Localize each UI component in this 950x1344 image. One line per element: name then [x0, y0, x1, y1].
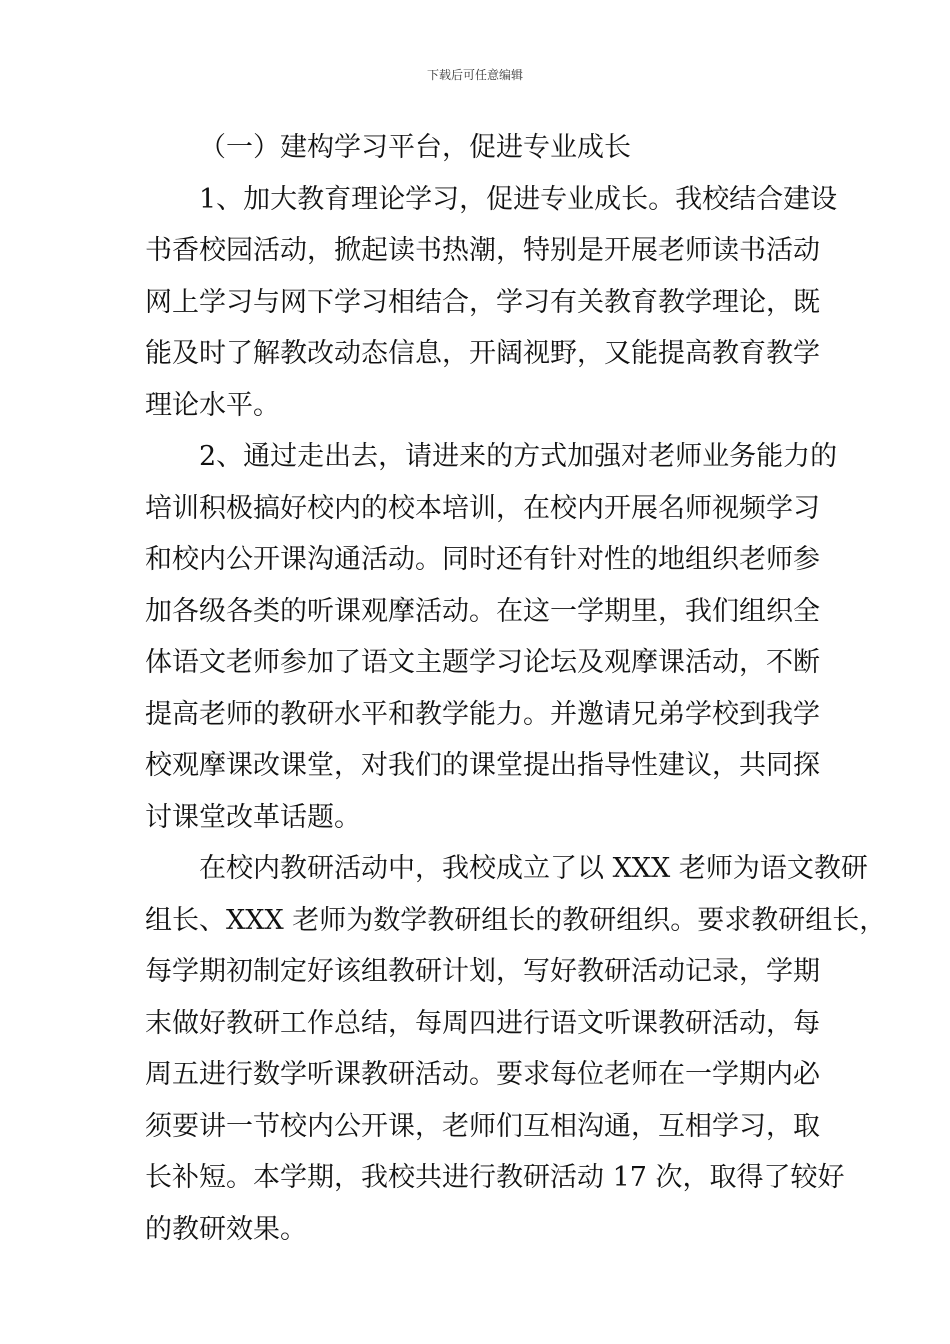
paragraph-line: 加各级各类的听课观摩活动。在这一学期里，我们组织全 [145, 595, 820, 627]
paragraph-line: 讨课堂改革话题。 [145, 801, 361, 833]
header-note: 下载后可任意编辑 [426, 68, 523, 82]
paragraph-line: 组长、XXX 老师为数学教研组长的教研组织。要求教研组长， [145, 904, 887, 936]
paragraph-line: 能及时了解教改动态信息，开阔视野，又能提高教育教学 [145, 338, 820, 369]
paragraph-line: 书香校园活动，掀起读书热潮，特别是开展老师读书活动 [145, 235, 820, 266]
paragraph-line: 的教研效果。 [145, 1213, 307, 1245]
paragraph-line: 体语文老师参加了语文主题学习论坛及观摩课活动，不断 [145, 647, 820, 678]
paragraph-line: 1、加大教育理论学习，促进专业成长。我校结合建设 [199, 183, 838, 215]
section-heading: （一）建构学习平台，促进专业成长 [199, 132, 631, 163]
paragraph-line: 长补短。本学期，我校共进行教研活动 17 次，取得了较好 [145, 1162, 845, 1193]
paragraph-line: 周五进行数学听课教研活动。要求每位老师在一学期内必 [145, 1059, 820, 1090]
paragraph-line: 在校内教研活动中，我校成立了以 XXX 老师为语文教研 [199, 853, 868, 884]
paragraph-line: 末做好教研工作总结，每周四进行语文听课教研活动，每 [145, 1007, 820, 1039]
paragraph-line: 提高老师的教研水平和教学能力。并邀请兄弟学校到我学 [145, 698, 820, 730]
paragraph-3 [145, 843, 887, 1255]
paragraph-line: 网上学习与网下学习相结合，学习有关教育教学理论，既 [145, 286, 820, 318]
paragraph-line: 校观摩课改课堂，对我们的课堂提出指导性建议，共同探 [145, 750, 820, 781]
paragraph-1 [145, 174, 838, 432]
paragraph-line: 须要讲一节校内公开课，老师们互相沟通，互相学习，取 [145, 1110, 820, 1142]
paragraph-line: 每学期初制定好该组教研计划，写好教研活动记录，学期 [145, 956, 820, 987]
paragraph-line: 2、通过走出去，请进来的方式加强对老师业务能力的 [199, 441, 838, 472]
paragraph-2 [145, 431, 838, 843]
paragraph-line: 和校内公开课沟通活动。同时还有针对性的地组织老师参 [145, 544, 820, 575]
paragraph-line: 培训积极搞好校内的校本培训，在校内开展名师视频学习 [145, 492, 820, 524]
document-body [145, 122, 887, 1255]
paragraph-line: 理论水平。 [145, 389, 280, 421]
